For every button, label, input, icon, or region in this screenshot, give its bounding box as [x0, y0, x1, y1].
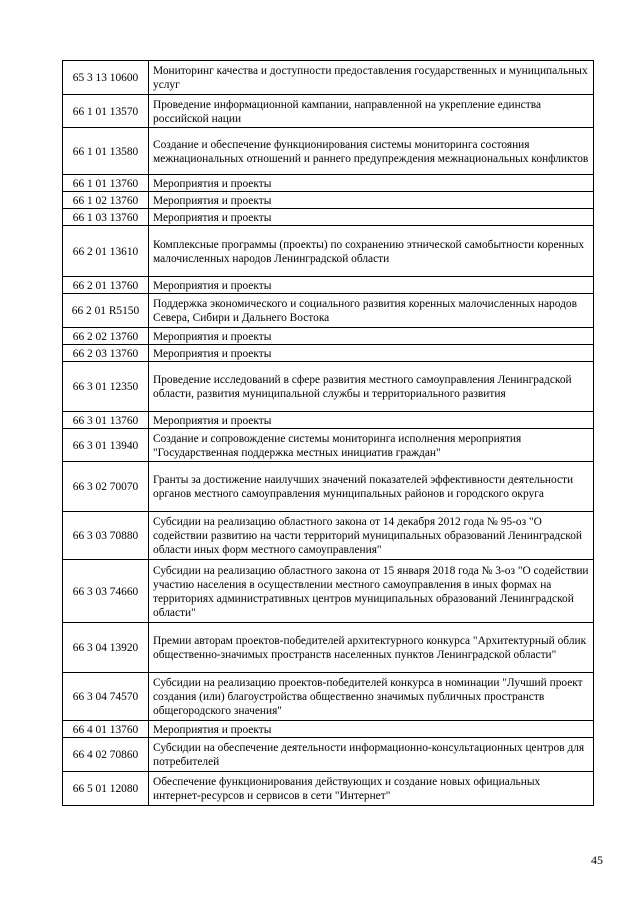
table-row — [63, 512, 594, 560]
table-row — [63, 721, 594, 738]
row-code: 66 2 02 13760 — [63, 328, 149, 345]
row-code: 66 3 04 74570 — [63, 673, 149, 721]
table-row — [63, 294, 594, 328]
table-row — [63, 560, 594, 623]
table-row — [63, 429, 594, 462]
row-code: 66 1 01 13570 — [63, 95, 149, 128]
table-row — [63, 412, 594, 429]
row-name: Субсидии на реализацию областного закона от 14 декабря 2012 года № 95-оз "О содействии развитию на части территорий муниципальных образований Ленинградской области иных форм местного самоуправления" — [149, 512, 594, 560]
budget-codes-table — [62, 60, 594, 806]
table-row — [63, 772, 594, 806]
row-name: Мероприятия и проекты — [149, 328, 594, 345]
row-code: 66 1 03 13760 — [63, 209, 149, 226]
row-name: Мероприятия и проекты — [149, 412, 594, 429]
row-code: 66 1 01 13760 — [63, 175, 149, 192]
row-code: 66 3 02 70070 — [63, 462, 149, 512]
table-row — [63, 128, 594, 175]
row-code: 66 1 02 13760 — [63, 192, 149, 209]
row-name: Субсидии на обеспечение деятельности информационно-консультационных центров для потребителей — [149, 738, 594, 772]
row-name: Премии авторам проектов-победителей архитектурного конкурса "Архитектурный облик общественно-значимых пространств населенных пунктов Ленинградской области" — [149, 623, 594, 673]
row-name: Гранты за достижение наилучших значений показателей эффективности деятельности органов местного самоуправления муниципальных районов и городского округа — [149, 462, 594, 512]
table-row — [63, 61, 594, 95]
table-row — [63, 345, 594, 362]
table-row — [63, 175, 594, 192]
row-name: Обеспечение функционирования действующих и создание новых официальных интернет-ресурсов и сервисов в сети "Интернет" — [149, 772, 594, 806]
row-code: 65 3 13 10600 — [63, 61, 149, 95]
table-row — [63, 673, 594, 721]
row-name: Мероприятия и проекты — [149, 192, 594, 209]
row-name: Поддержка экономического и социального развития коренных малочисленных народов Севера, Сибири и Дальнего Востока — [149, 294, 594, 328]
table-body — [63, 61, 594, 806]
row-code: 66 3 04 13920 — [63, 623, 149, 673]
table-row — [63, 623, 594, 673]
row-name: Мероприятия и проекты — [149, 345, 594, 362]
table-row — [63, 209, 594, 226]
row-name: Проведение информационной кампании, направленной на укрепление единства российской нации — [149, 95, 594, 128]
row-name: Комплексные программы (проекты) по сохранению этнической самобытности коренных малочисленных народов Ленинградской области — [149, 226, 594, 277]
row-code: 66 5 01 12080 — [63, 772, 149, 806]
table-row — [63, 328, 594, 345]
row-code: 66 3 01 13760 — [63, 412, 149, 429]
table-row — [63, 277, 594, 294]
table-row — [63, 95, 594, 128]
row-name: Создание и сопровождение системы мониторинга исполнения мероприятия "Государственная поддержка местных инициатив граждан" — [149, 429, 594, 462]
row-name: Субсидии на реализацию проектов-победителей конкурса в номинации "Лучший проект создания (или) благоустройства общественно значимых публичных пространств общегородского значения" — [149, 673, 594, 721]
row-code: 66 4 01 13760 — [63, 721, 149, 738]
row-code: 66 2 01 R5150 — [63, 294, 149, 328]
row-name: Проведение исследований в сфере развития местного самоуправления Ленинградской области, развития муниципальной службы и территориального развития — [149, 362, 594, 412]
row-code: 66 2 03 13760 — [63, 345, 149, 362]
row-code: 66 3 03 74660 — [63, 560, 149, 623]
row-code: 66 2 01 13760 — [63, 277, 149, 294]
row-name: Мероприятия и проекты — [149, 175, 594, 192]
row-code: 66 1 01 13580 — [63, 128, 149, 175]
row-code: 66 3 01 12350 — [63, 362, 149, 412]
row-code: 66 2 01 13610 — [63, 226, 149, 277]
page-number: 45 — [591, 853, 603, 867]
table-row — [63, 462, 594, 512]
table-row — [63, 226, 594, 277]
table-row — [63, 738, 594, 772]
row-name: Мониторинг качества и доступности предоставления государственных и муниципальных услуг — [149, 61, 594, 95]
row-name: Мероприятия и проекты — [149, 277, 594, 294]
row-name: Мероприятия и проекты — [149, 209, 594, 226]
row-code: 66 4 02 70860 — [63, 738, 149, 772]
row-code: 66 3 03 70880 — [63, 512, 149, 560]
row-name: Создание и обеспечение функционирования системы мониторинга состояния межнациональных отношений и раннего предупреждения межнациональных конфликтов — [149, 128, 594, 175]
row-code: 66 3 01 13940 — [63, 429, 149, 462]
table-row — [63, 362, 594, 412]
row-name: Субсидии на реализацию областного закона от 15 января 2018 года № 3-оз "О содействии участию населения в осуществлении местного самоуправления в иных формах на территориях административных центров муниципальных образований Ленинградской области" — [149, 560, 594, 623]
row-name: Мероприятия и проекты — [149, 721, 594, 738]
table-row — [63, 192, 594, 209]
